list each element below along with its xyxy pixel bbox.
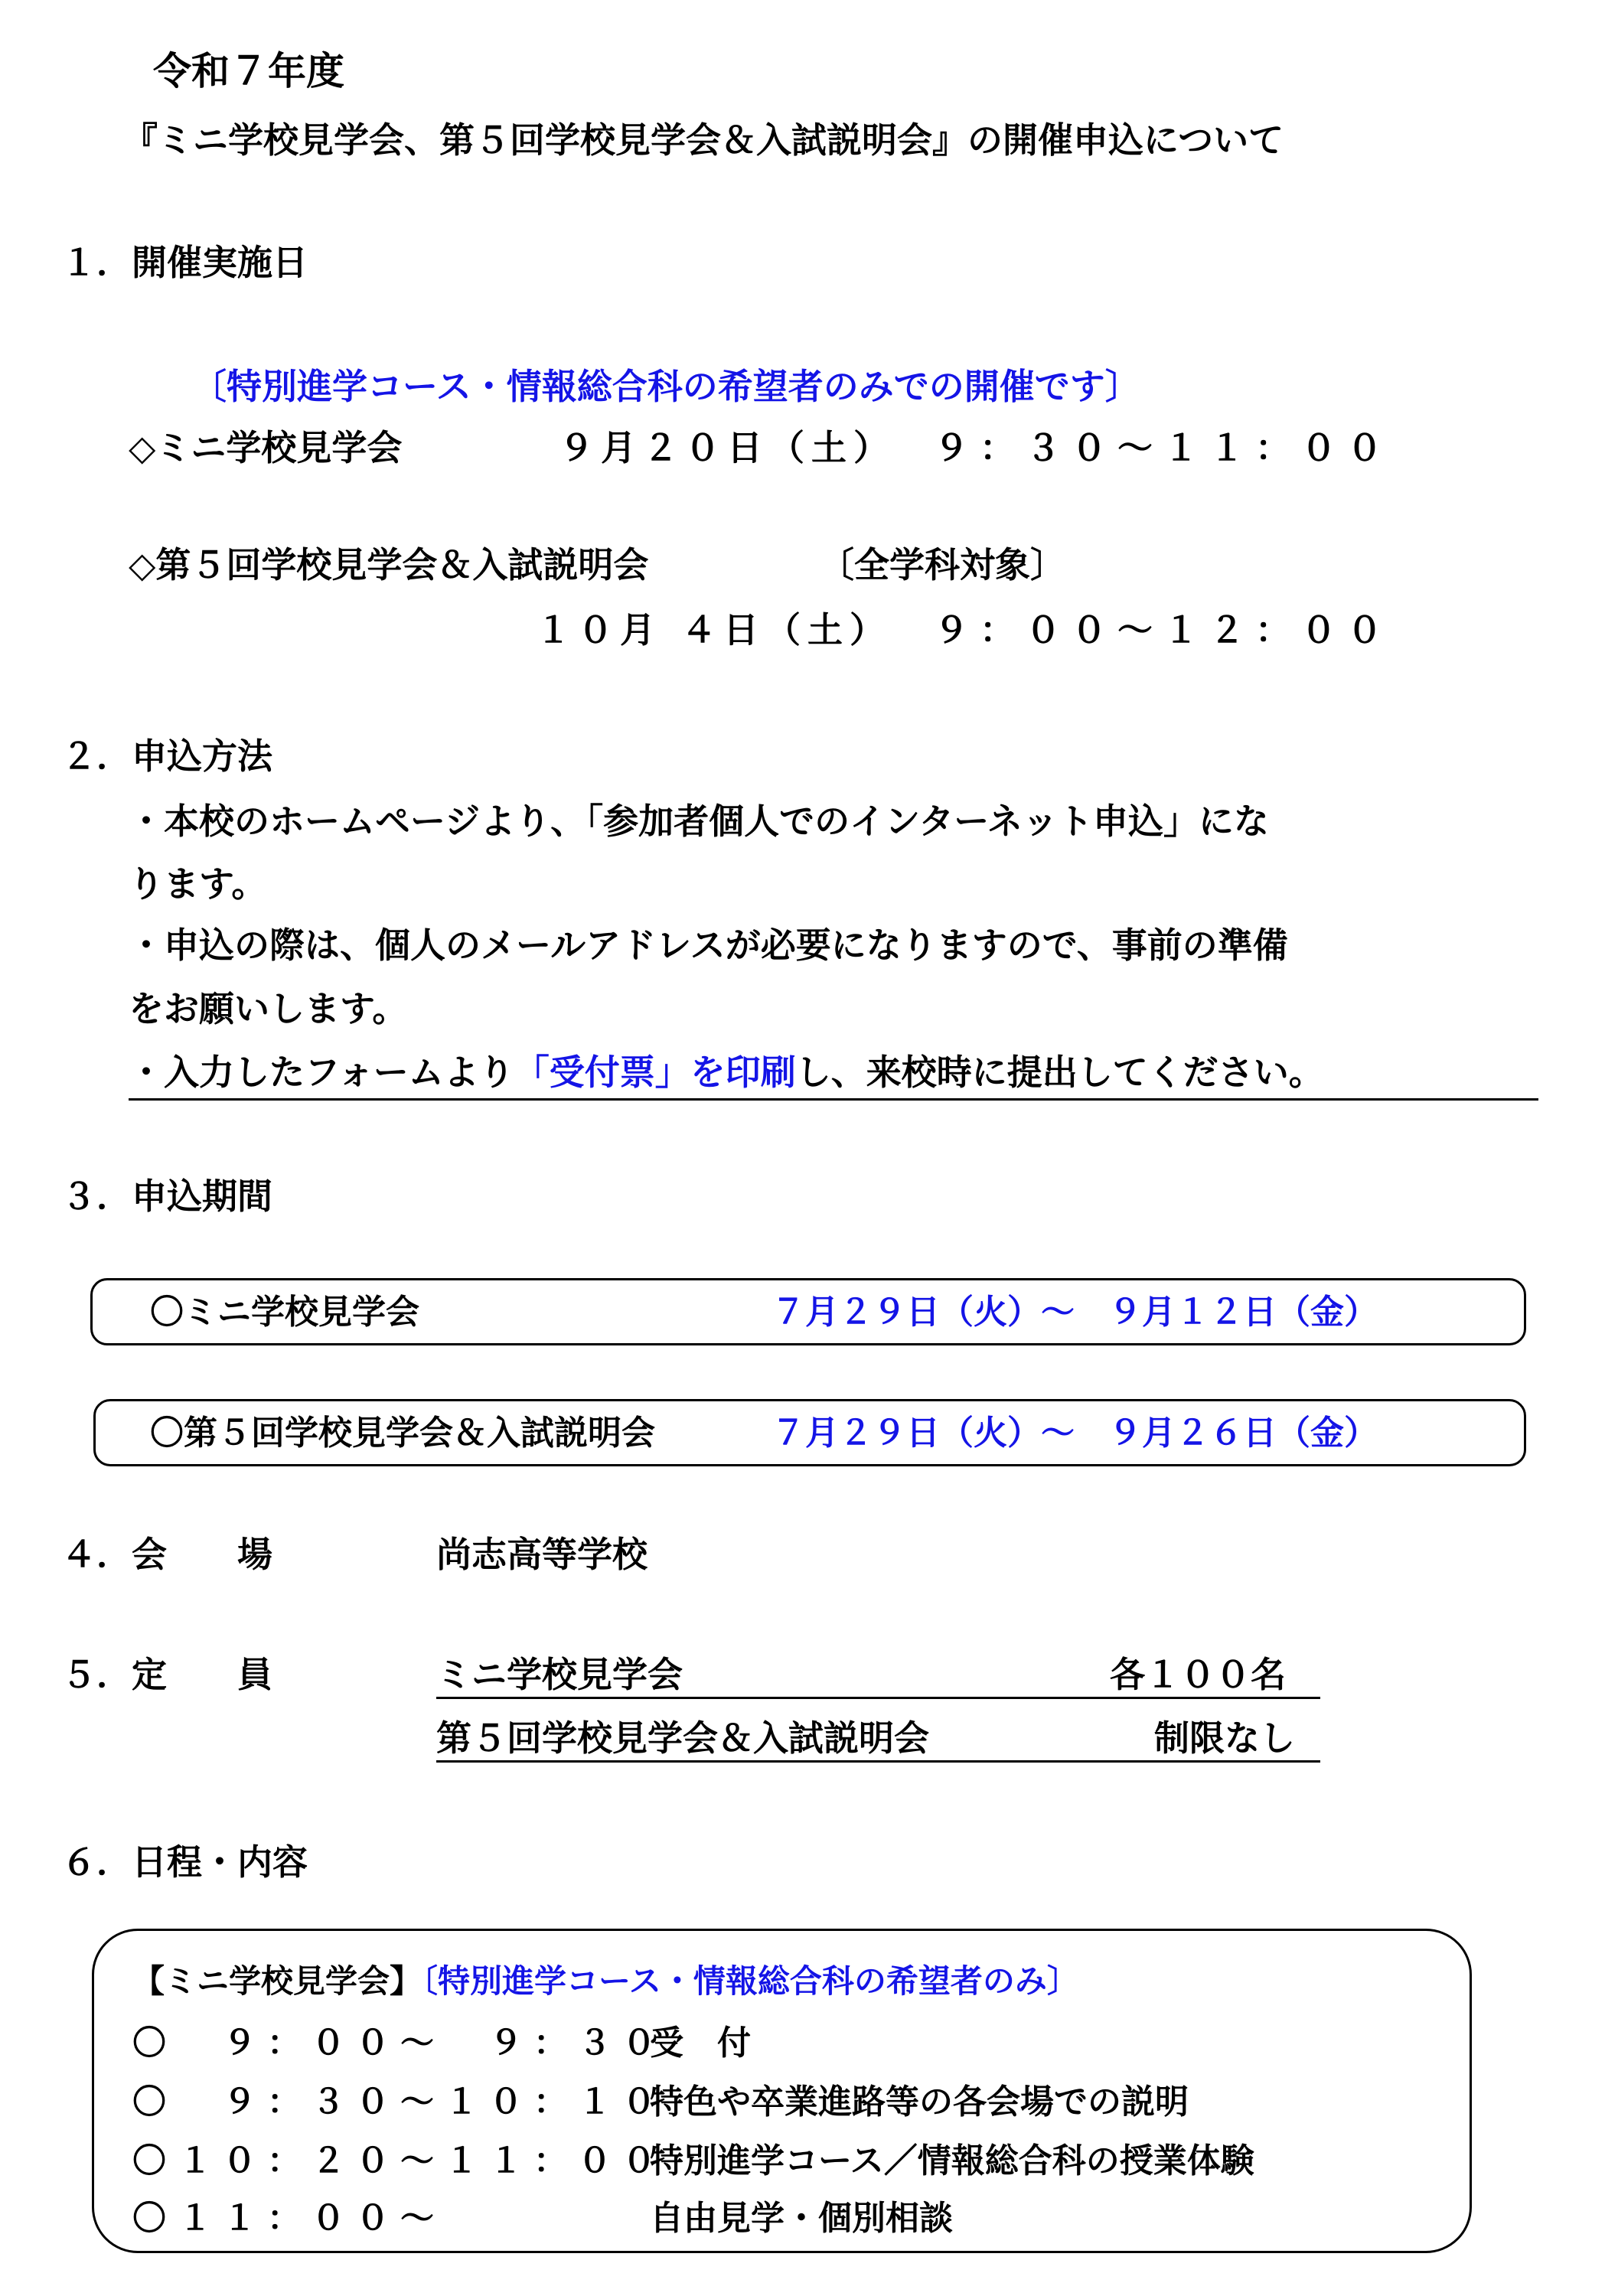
period-fifth-dates: ７月２９日（火）〜 ９月２６日（金） xyxy=(772,1414,1378,1453)
section-6-heading: ６．日程・内容 xyxy=(61,1841,308,1883)
event1-time: ９：３０〜１１：００ xyxy=(934,427,1393,468)
method-line-5-end: し、来校時に提出してください。 xyxy=(795,1052,1324,1093)
period-box-mini xyxy=(90,1278,1526,1345)
section-5-heading: ５．定 員 xyxy=(61,1654,272,1695)
method-underline xyxy=(129,1098,1538,1101)
section-1-heading: １．開催実施日 xyxy=(61,242,308,283)
schedule-title-label: 【ミニ学校見学会】 xyxy=(132,1962,422,2000)
capacity-value-1: 各１００名 xyxy=(1110,1654,1286,1695)
schedule-box xyxy=(92,1929,1472,2253)
schedule-row-time: ９：００〜 ９：３０ xyxy=(178,2024,667,2063)
schedule-row-content: 特別進学コース／情報総合科の授業体験 xyxy=(650,2141,1254,2180)
schedule-row-mark: 〇 xyxy=(132,2024,166,2063)
schedule-row-mark: 〇 xyxy=(132,2141,166,2180)
method-line-4: をお願いします。 xyxy=(129,988,408,1029)
capacity-event-2: 第５回学校見学会＆入試説明会 xyxy=(436,1717,929,1759)
page-title: 『ミニ学校見学会、第５回学校見学会＆入試説明会』の開催申込について xyxy=(122,119,1284,161)
method-line-2: ります。 xyxy=(129,863,267,905)
capacity-underline-1 xyxy=(436,1697,1320,1699)
schedule-row-mark: 〇 xyxy=(132,2082,166,2122)
method-line-3: ・申込の際は、個人のメールアドレスが必要になりますので、事前の準備 xyxy=(129,925,1288,966)
period-mini-dates: ７月２９日（火）〜 ９月１２日（金） xyxy=(772,1293,1378,1332)
print-receipt-highlight: 「受付票」を印刷 xyxy=(514,1052,796,1093)
schedule-row-time: １１：００〜 xyxy=(178,2199,445,2238)
period-fifth-label: 〇第５回学校見学会＆入試説明会 xyxy=(150,1414,655,1453)
schedule-row-content: 受 付 xyxy=(650,2024,751,2063)
section-3-heading: ３．申込期間 xyxy=(61,1176,272,1217)
schedule-row-time: １０：２０〜１１：００ xyxy=(178,2141,667,2180)
event2-label: ◇第５回学校見学会＆入試説明会 xyxy=(129,544,649,585)
section-2-heading: ２．申込方法 xyxy=(61,735,272,777)
period-mini-label: 〇ミニ学校見学会 xyxy=(150,1293,419,1332)
schedule-row-content: 特色や卒業進路等の各会場での説明 xyxy=(650,2082,1189,2122)
event2-date: １０月 ４日（土） xyxy=(536,609,892,651)
event2-time: ９：００〜１２：００ xyxy=(934,609,1393,651)
schedule-row-time: ９：３０〜１０：１０ xyxy=(178,2082,667,2122)
method-line-1: ・本校のホームページより、「参加者個人でのインターネット申込」にな xyxy=(129,801,1269,842)
schedule-row-mark: 〇 xyxy=(132,2199,166,2238)
event2-target: 〔全学科対象〕 xyxy=(819,544,1065,585)
capacity-value-2: 制限なし xyxy=(1154,1717,1295,1759)
section-1-note: 〔特別進学コース・情報総合科の希望者のみでの開催です〕 xyxy=(191,366,1140,407)
event1-label: ◇ミニ学校見学会 xyxy=(129,427,403,468)
fiscal-year: 令和７年度 xyxy=(153,49,344,93)
method-line-5-start: ・入力したフォームより xyxy=(129,1052,514,1093)
schedule-title xyxy=(132,1962,1079,2000)
capacity-event-1: ミニ学校見学会 xyxy=(436,1654,683,1695)
period-box-fifth xyxy=(93,1399,1526,1466)
schedule-row-content: 自由見学・個別相談 xyxy=(650,2199,953,2238)
schedule-title-note: 〔特別進学コース・情報総合科の希望者のみ〕 xyxy=(422,1962,1079,2000)
capacity-underline-2 xyxy=(436,1760,1320,1763)
method-line-5 xyxy=(129,1052,1324,1093)
event1-date: ９月２０日（土） xyxy=(559,427,895,468)
section-4-heading: ４．会 場 xyxy=(61,1534,272,1575)
venue-name: 尚志高等学校 xyxy=(436,1534,648,1575)
